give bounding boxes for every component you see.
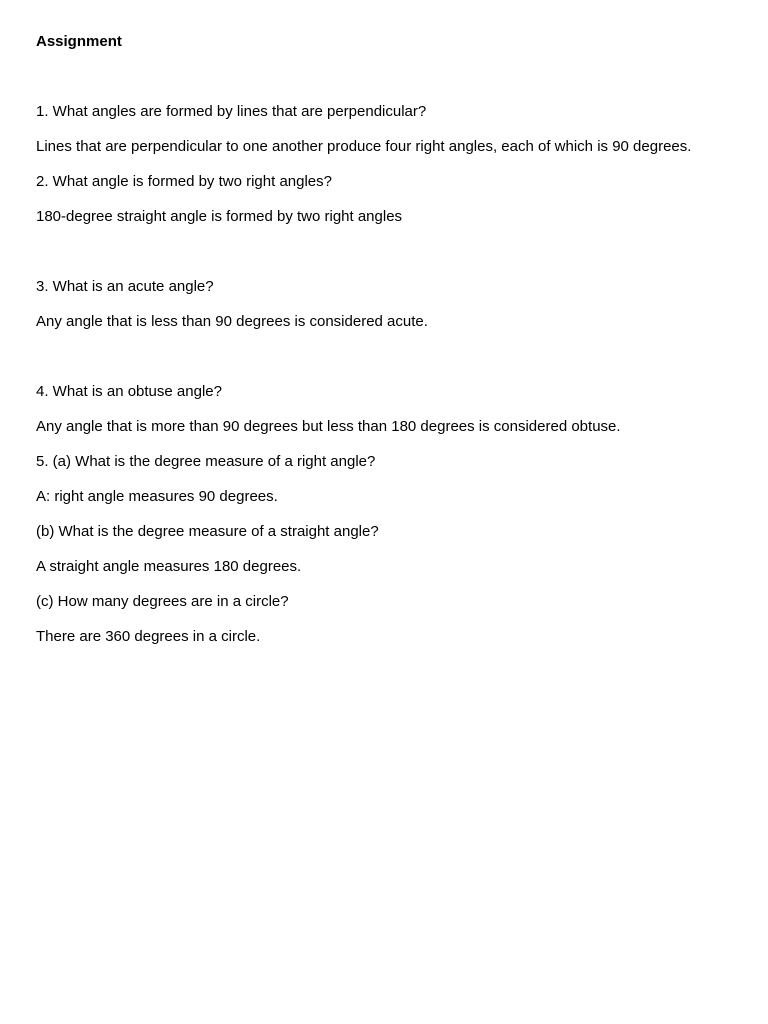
question-4: 4. What is an obtuse angle? <box>36 383 222 400</box>
answer-3: Any angle that is less than 90 degrees is considered acute. <box>36 313 428 330</box>
question-5c: (c) How many degrees are in a circle? <box>36 593 289 610</box>
question-5a: 5. (a) What is the degree measure of a right angle? <box>36 453 376 470</box>
answer-2: 180-degree straight angle is formed by two right angles <box>36 208 403 225</box>
answer-5c: There are 360 degrees in a circle. <box>36 628 261 645</box>
question-1: 1. What angles are formed by lines that are perpendicular? <box>36 103 427 120</box>
answer-5a: A: right angle measures 90 degrees. <box>36 488 278 505</box>
answer-4: Any angle that is more than 90 degrees but less than 180 degrees is considered obtuse. <box>36 418 621 435</box>
question-3: 3. What is an acute angle? <box>36 278 214 295</box>
answer-5b: A straight angle measures 180 degrees. <box>36 558 302 575</box>
question-2: 2. What angle is formed by two right angles? <box>36 173 332 190</box>
question-5b: (b) What is the degree measure of a straight angle? <box>36 523 379 540</box>
answer-1: Lines that are perpendicular to one another produce four right angles, each of which is 90 degrees. <box>36 138 692 155</box>
document-title: Assignment <box>36 33 122 50</box>
